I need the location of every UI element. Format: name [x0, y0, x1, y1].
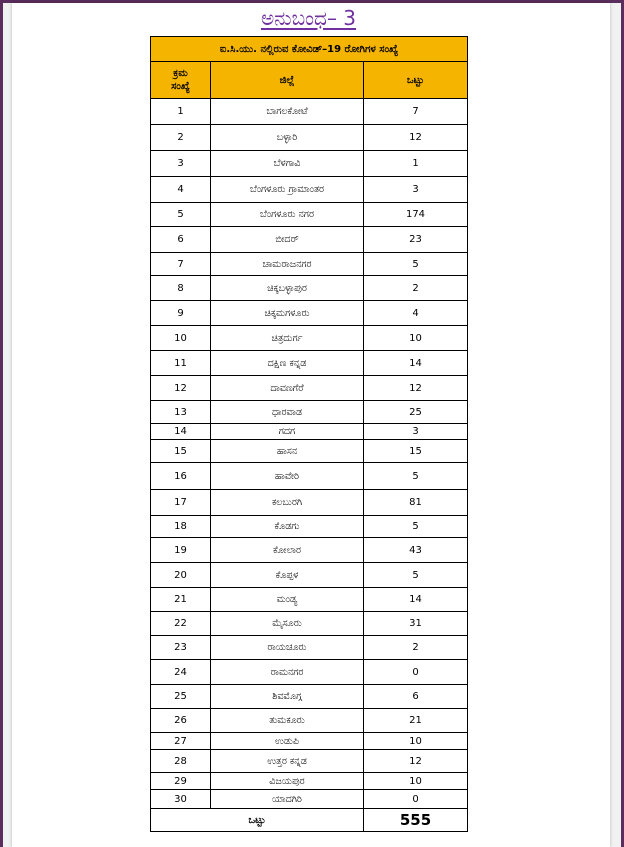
serial-number-cell: 11: [151, 351, 211, 376]
serial-number-cell: 29: [151, 773, 211, 790]
district-cell: ತುಮಕೂರು: [211, 709, 364, 733]
count-cell: 3: [364, 424, 468, 440]
table-row: [151, 660, 468, 685]
table-row: [151, 326, 468, 351]
district-cell: ದಕ್ಷಿಣ ಕನ್ನಡ: [211, 351, 364, 376]
serial-number-cell: 13: [151, 401, 211, 424]
count-cell: 6: [364, 685, 468, 709]
table-row: [151, 750, 468, 773]
table-row: [151, 203, 468, 227]
count-cell: 12: [364, 125, 468, 151]
district-cell: ರಾಯಚೂರು: [211, 636, 364, 660]
table-row: [151, 538, 468, 563]
district-cell: ದಾವಣಗೆರೆ: [211, 376, 364, 401]
serial-number-cell: 14: [151, 424, 211, 440]
count-cell: 4: [364, 301, 468, 326]
serial-header-line1: ಕ್ರಮ: [173, 68, 188, 79]
table-row: [151, 99, 468, 125]
district-cell: ವಿಜಯಪುರ: [211, 773, 364, 790]
count-cell: 7: [364, 99, 468, 125]
table-row: [151, 376, 468, 401]
serial-header-line2: ಸಂಖ್ಯೆ: [171, 81, 190, 92]
serial-number-cell: 10: [151, 326, 211, 351]
table-row: [151, 440, 468, 463]
table-row: [151, 151, 468, 177]
count-cell: 21: [364, 709, 468, 733]
serial-number-cell: 17: [151, 490, 211, 516]
table-row: [151, 227, 468, 253]
serial-number-cell: 26: [151, 709, 211, 733]
count-cell: 23: [364, 227, 468, 253]
district-cell: ಹಾಸನ: [211, 440, 364, 463]
serial-number-header: [151, 62, 211, 99]
count-cell: 5: [364, 516, 468, 538]
count-cell: 12: [364, 750, 468, 773]
district-cell: ಕಲಬುರಗಿ: [211, 490, 364, 516]
count-cell: 0: [364, 790, 468, 809]
serial-number-cell: 18: [151, 516, 211, 538]
serial-number-cell: 27: [151, 733, 211, 750]
serial-number-cell: 15: [151, 440, 211, 463]
serial-number-cell: 25: [151, 685, 211, 709]
district-cell: ಬೆಂಗಳೂರು ಗ್ರಾಮಾಂತರ: [211, 177, 364, 203]
count-cell: 5: [364, 463, 468, 490]
district-cell: ಮೈಸೂರು: [211, 612, 364, 636]
district-cell: ಕೋಲಾರ: [211, 538, 364, 563]
serial-number-cell: 19: [151, 538, 211, 563]
table-row: [151, 773, 468, 790]
district-cell: ಯಾದಗಿರಿ: [211, 790, 364, 809]
district-cell: ಉತ್ತರ ಕನ್ನಡ: [211, 750, 364, 773]
count-cell: 25: [364, 401, 468, 424]
district-cell: ಬಳ್ಳಾರಿ: [211, 125, 364, 151]
table-row: [151, 790, 468, 809]
serial-number-cell: 6: [151, 227, 211, 253]
annexure-heading: ಅನುಬಂಧ– 3: [260, 6, 357, 30]
count-cell: 81: [364, 490, 468, 516]
count-cell: 0: [364, 660, 468, 685]
table-row: [151, 733, 468, 750]
table-row: [151, 685, 468, 709]
count-cell: 10: [364, 773, 468, 790]
district-cell: ಬೆಂಗಳೂರು ನಗರ: [211, 203, 364, 227]
count-cell: 14: [364, 588, 468, 612]
icu-patients-table: [150, 36, 468, 832]
district-cell: ಚಿಕ್ಕಮಗಳೂರು: [211, 301, 364, 326]
serial-number-cell: 22: [151, 612, 211, 636]
table-row: [151, 301, 468, 326]
serial-number-cell: 16: [151, 463, 211, 490]
district-cell: ಚಿತ್ರದುರ್ಗ: [211, 326, 364, 351]
serial-number-cell: 21: [151, 588, 211, 612]
serial-number-cell: 12: [151, 376, 211, 401]
total-row: [151, 809, 468, 832]
count-cell: 15: [364, 440, 468, 463]
count-cell: 10: [364, 326, 468, 351]
count-cell: 43: [364, 538, 468, 563]
table-row: [151, 612, 468, 636]
table-row: [151, 351, 468, 376]
count-cell: 14: [364, 351, 468, 376]
table-row: [151, 709, 468, 733]
table-row: [151, 177, 468, 203]
district-cell: ಕೊಪ್ಪಳ: [211, 563, 364, 588]
district-header: ಜಿಲ್ಲೆ: [211, 62, 364, 99]
district-cell: ರಾಮನಗರ: [211, 660, 364, 685]
district-cell: ಶಿವಮೊಗ್ಗ: [211, 685, 364, 709]
serial-number-cell: 7: [151, 253, 211, 276]
district-cell: ಚಿಕ್ಕಬಳ್ಳಾಪುರ: [211, 276, 364, 301]
count-cell: 31: [364, 612, 468, 636]
total-label: ಒಟ್ಟು: [151, 809, 364, 832]
count-cell: 5: [364, 253, 468, 276]
table-row: [151, 588, 468, 612]
district-cell: ಉಡುಪಿ: [211, 733, 364, 750]
serial-number-cell: 24: [151, 660, 211, 685]
district-cell: ಬೆಳಗಾವಿ: [211, 151, 364, 177]
count-cell: 1: [364, 151, 468, 177]
district-cell: ಕೊಡಗು: [211, 516, 364, 538]
district-cell: ಬಾಗಲಕೋಟೆ: [211, 99, 364, 125]
table-row: [151, 516, 468, 538]
count-cell: 12: [364, 376, 468, 401]
district-cell: ಗದಗ: [211, 424, 364, 440]
count-cell: 2: [364, 276, 468, 301]
count-cell: 5: [364, 563, 468, 588]
count-cell: 174: [364, 203, 468, 227]
serial-number-cell: 1: [151, 99, 211, 125]
count-cell: 10: [364, 733, 468, 750]
count-cell: 2: [364, 636, 468, 660]
serial-number-cell: 20: [151, 563, 211, 588]
table-title: ಐ.ಸಿ.ಯು. ನಲ್ಲಿರುವ ಕೋವಿಡ್–19 ರೋಗಿಗಳ ಸಂಖ್ಯೆ: [151, 37, 468, 62]
district-cell: ಮಂಡ್ಯ: [211, 588, 364, 612]
table-row: [151, 636, 468, 660]
serial-number-cell: 5: [151, 203, 211, 227]
serial-number-cell: 28: [151, 750, 211, 773]
serial-number-cell: 8: [151, 276, 211, 301]
table-row: [151, 490, 468, 516]
district-cell: ಬೀದರ್: [211, 227, 364, 253]
count-cell: 3: [364, 177, 468, 203]
table-row: [151, 125, 468, 151]
serial-number-cell: 4: [151, 177, 211, 203]
table-row: [151, 253, 468, 276]
serial-number-cell: 2: [151, 125, 211, 151]
serial-number-cell: 3: [151, 151, 211, 177]
total-header: ಒಟ್ಟು: [364, 62, 468, 99]
table-row: [151, 401, 468, 424]
total-value: 555: [364, 809, 468, 832]
serial-number-cell: 23: [151, 636, 211, 660]
serial-number-cell: 30: [151, 790, 211, 809]
table-row: [151, 424, 468, 440]
table-row: [151, 276, 468, 301]
district-cell: ಧಾರವಾಡ: [211, 401, 364, 424]
table-row: [151, 463, 468, 490]
district-cell: ಹಾವೇರಿ: [211, 463, 364, 490]
table-row: [151, 563, 468, 588]
serial-number-cell: 9: [151, 301, 211, 326]
district-cell: ಚಾಮರಾಜನಗರ: [211, 253, 364, 276]
